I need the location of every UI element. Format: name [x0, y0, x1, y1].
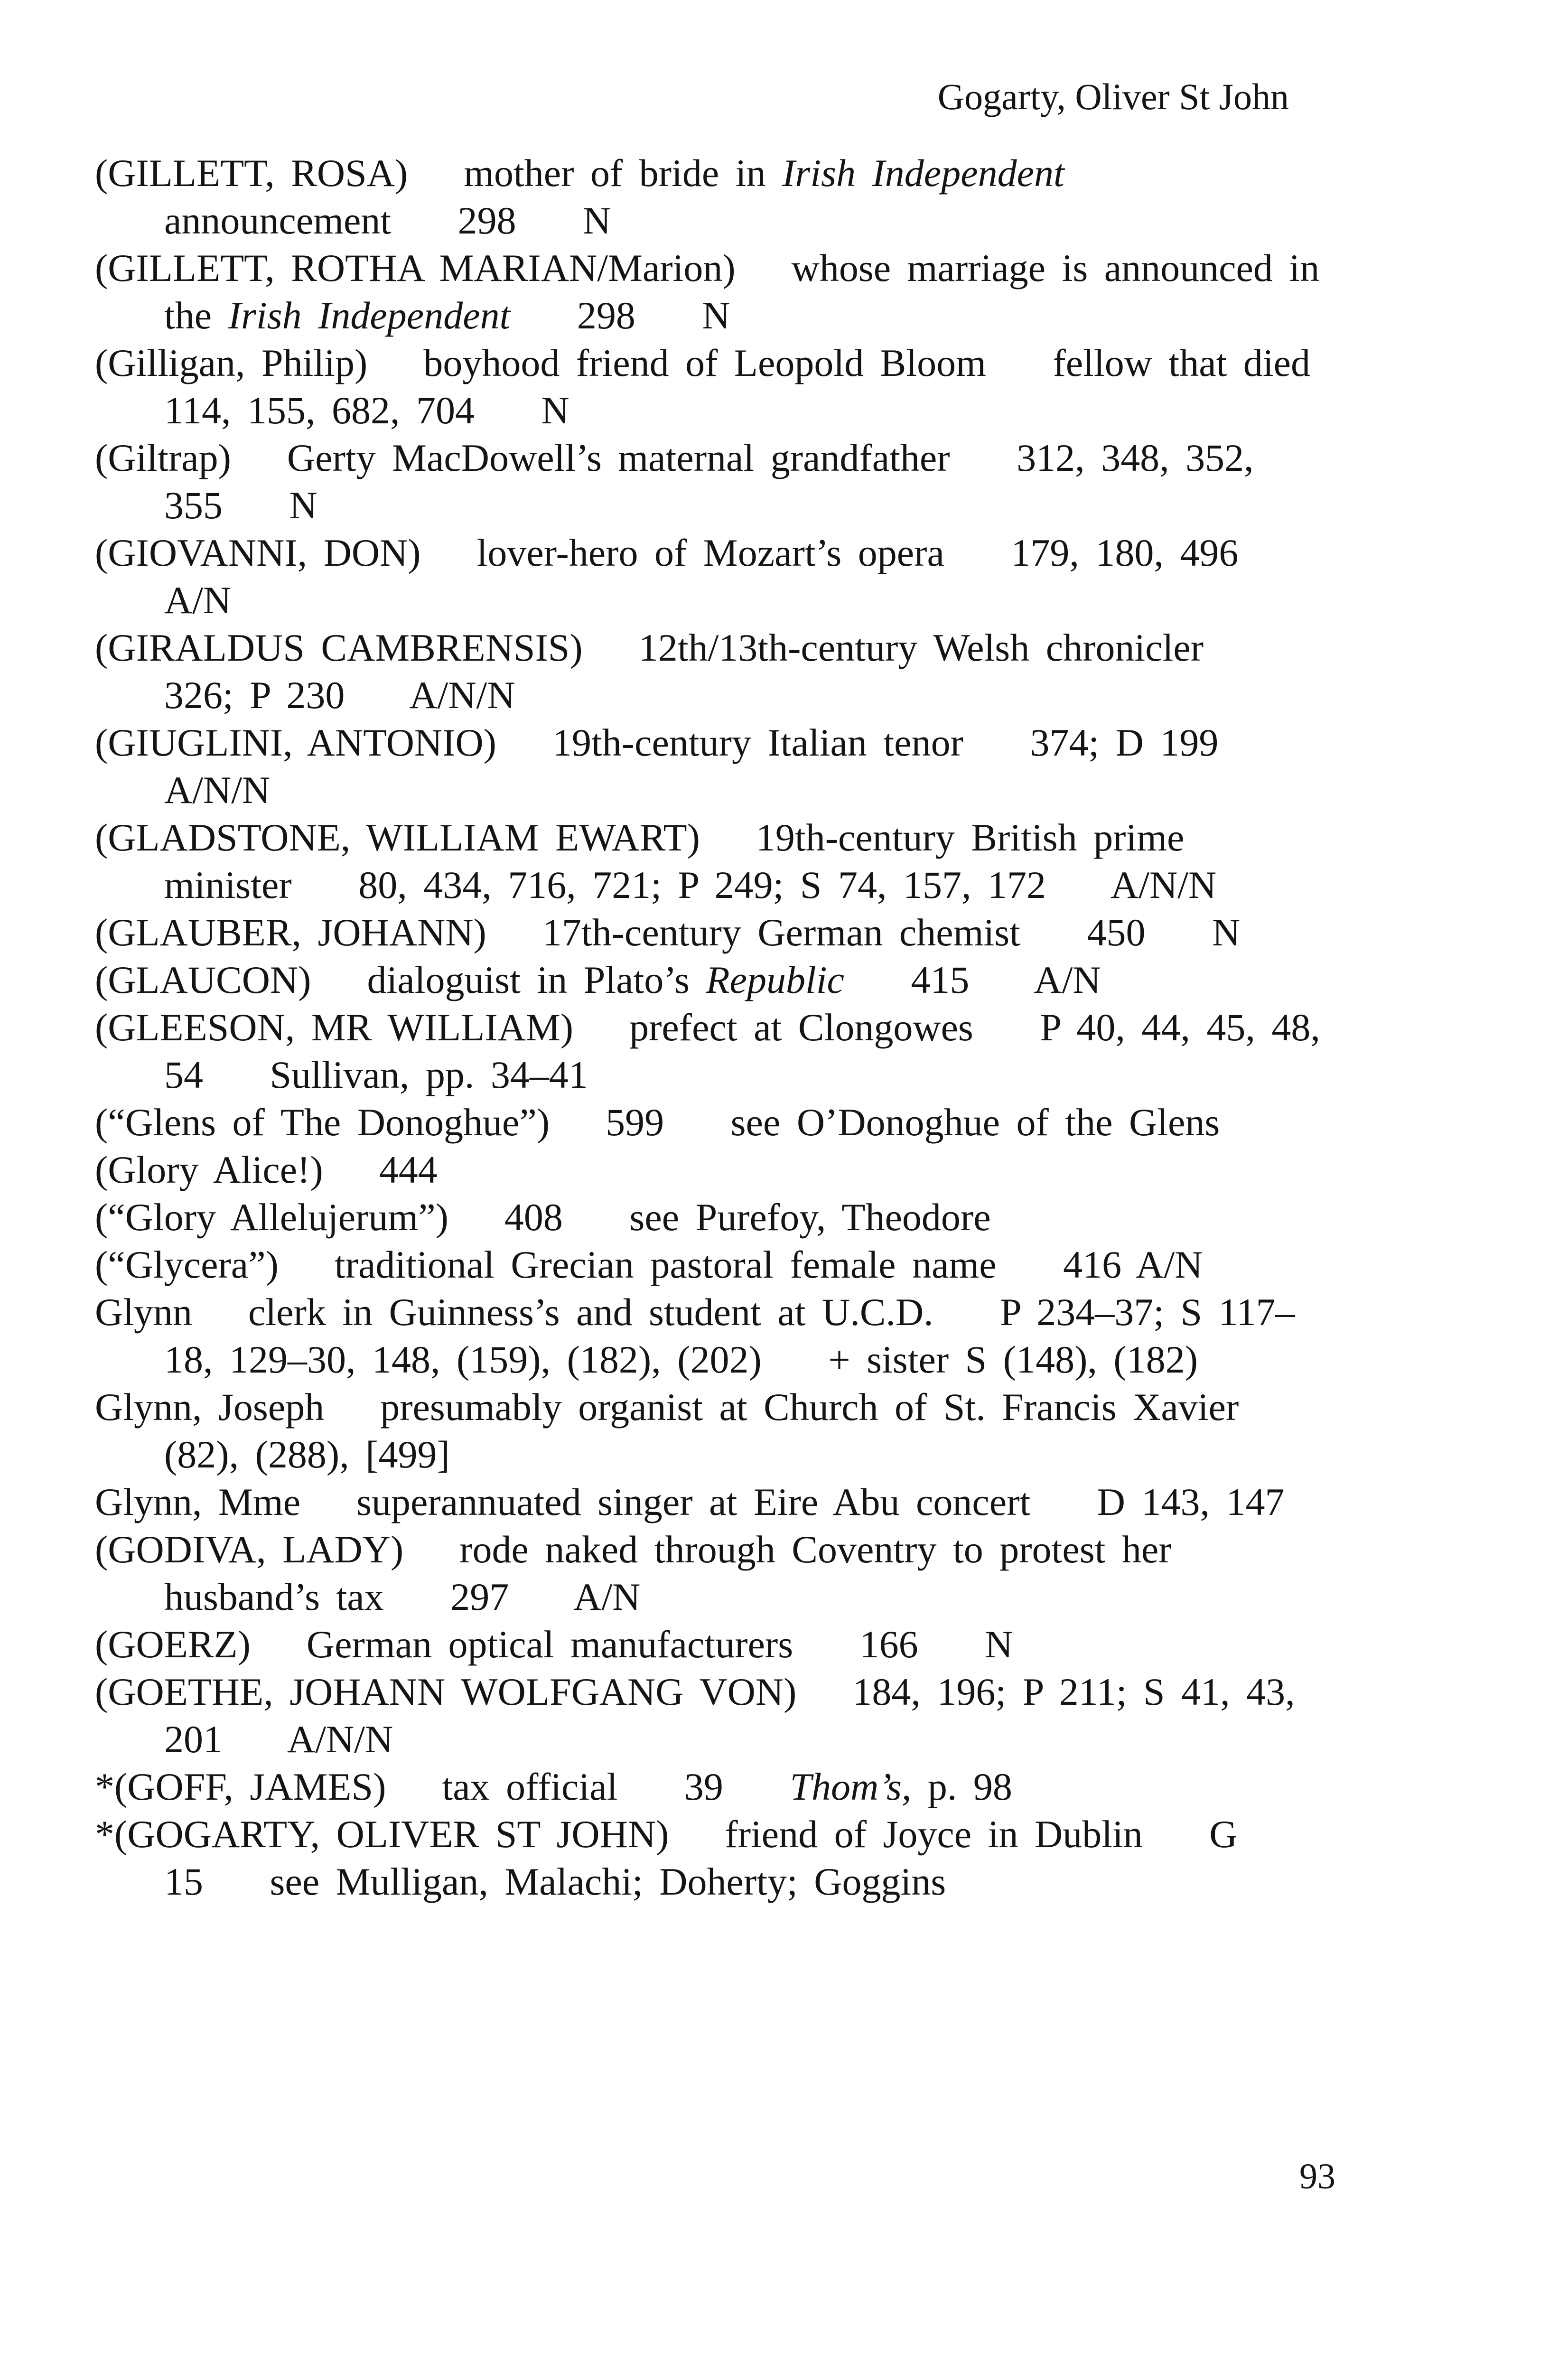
- index-entry: [95, 1526, 1329, 1621]
- index-entry: [95, 1478, 1329, 1526]
- entry-text: 12th/13th-century Welsh chronicler: [638, 626, 1204, 669]
- index-entry: [95, 719, 1329, 814]
- index-entry: [95, 339, 1329, 434]
- entry-text: 312, 348, 352, 355: [164, 436, 1254, 527]
- index-entries: [95, 149, 1329, 1906]
- entry-headword: (GIOVANNI, DON): [95, 531, 421, 574]
- index-entry: [95, 1668, 1329, 1763]
- entry-headword: (Gilligan, Philip): [95, 341, 368, 384]
- entry-text: A/N: [573, 1575, 641, 1618]
- page-number: 93: [1299, 2157, 1335, 2196]
- entry-text: 416 A/N: [1063, 1243, 1203, 1286]
- index-entry: [95, 149, 1329, 244]
- entry-headword: (GLAUCON): [95, 958, 311, 1001]
- entry-headword: Glynn, Mme: [95, 1480, 301, 1523]
- entry-text: A/N/N: [164, 768, 271, 812]
- entry-text: see Mulligan, Malachi; Doherty; Goggins: [270, 1860, 946, 1903]
- entry-text: A/N/N: [1110, 863, 1217, 906]
- entry-text: 298: [457, 199, 516, 242]
- entry-text: G 15: [164, 1812, 1238, 1903]
- entry-headword: (Glory Alice!): [95, 1148, 323, 1191]
- index-entry: [95, 1811, 1329, 1906]
- entry-headword: (GODIVA, LADY): [95, 1528, 404, 1571]
- entry-headword: *(GOFF, JAMES): [95, 1765, 386, 1808]
- entry-text: Irish Independent: [228, 294, 511, 337]
- entry-text: 80, 434, 716, 721; P 249; S 74, 157, 172: [358, 863, 1046, 906]
- entry-text: prefect at Clongowes: [629, 1006, 973, 1049]
- index-entry: [95, 434, 1329, 529]
- entry-text: + sister S (148), (182): [828, 1338, 1198, 1381]
- entry-text: whose marriage is announced in the: [164, 246, 1320, 337]
- index-entry: [95, 1194, 1329, 1241]
- entry-text: Thom’s,: [790, 1765, 912, 1808]
- entry-text: Sullivan, pp. 34–41: [270, 1053, 588, 1096]
- entry-headword: (GILLETT, ROSA): [95, 151, 408, 195]
- index-entry: [95, 1004, 1329, 1099]
- entry-text: superannuated singer at Eire Abu concert: [356, 1480, 1031, 1523]
- entry-text: see Purefoy, Theodore: [629, 1196, 991, 1239]
- index-entry: [95, 1289, 1329, 1383]
- entry-text: German optical manufacturers: [306, 1623, 793, 1666]
- index-entry: [95, 529, 1329, 624]
- entry-text: 408: [504, 1196, 563, 1239]
- entry-text: Republic: [706, 958, 844, 1001]
- entry-text: rode naked through Coventry to protest her husband’s tax: [164, 1528, 1172, 1618]
- index-entry: [95, 624, 1329, 719]
- entry-headword: (GIRALDUS CAMBRENSIS): [95, 626, 583, 669]
- entry-text: A/N/N: [287, 1718, 393, 1761]
- index-entry: [95, 1146, 1329, 1194]
- entry-text: 415: [911, 958, 970, 1001]
- entry-headword: (GIUGLINI, ANTONIO): [95, 721, 496, 764]
- entry-headword: (“Glory Allelujerum”): [95, 1196, 448, 1239]
- entry-headword: Glynn, Joseph: [95, 1385, 325, 1429]
- entry-text: lover-hero of Mozart’s opera: [476, 531, 944, 574]
- entry-text: tax official: [442, 1765, 618, 1808]
- entry-text: N: [289, 484, 317, 527]
- entry-text: dialoguist in Plato’s: [367, 958, 706, 1001]
- index-entry: [95, 1383, 1329, 1478]
- entry-text: 166: [859, 1623, 918, 1666]
- entry-text: 17th-century German chemist: [542, 911, 1020, 954]
- entry-text: 19th-century British prime minister: [164, 816, 1185, 906]
- entry-text: 326; P 230: [164, 673, 345, 717]
- entry-text: Gerty MacDowell’s maternal grandfather: [287, 436, 950, 479]
- running-head: Gogarty, Oliver St John: [937, 76, 1289, 117]
- entry-text: 374; D 199: [1030, 721, 1219, 764]
- entry-text: N: [702, 294, 730, 337]
- entry-text: clerk in Guinness’s and student at U.C.D.: [248, 1290, 933, 1334]
- entry-text: 599: [606, 1101, 664, 1144]
- entry-headword: (GLEESON, MR WILLIAM): [95, 1006, 574, 1049]
- entry-text: Irish Independent: [782, 151, 1064, 195]
- entry-headword: (GLADSTONE, WILLIAM EWART): [95, 816, 700, 859]
- entry-text: see O’Donoghue of the Glens: [730, 1101, 1220, 1144]
- index-entry: [95, 1763, 1329, 1811]
- entry-text: A/N: [1034, 958, 1101, 1001]
- entry-headword: Glynn: [95, 1290, 192, 1334]
- entry-text: N: [1212, 911, 1241, 954]
- index-entry: [95, 1099, 1329, 1146]
- entry-text: D 143, 147: [1097, 1480, 1285, 1523]
- entry-text: 184, 196; P 211; S 41, 43, 201: [164, 1670, 1295, 1761]
- entry-text: 298: [577, 294, 635, 337]
- entry-text: fellow that died 114, 155, 682, 704: [164, 341, 1311, 432]
- entry-headword: (GLAUBER, JOHANN): [95, 911, 486, 954]
- index-entry: [95, 814, 1329, 909]
- entry-text: N: [541, 389, 569, 432]
- entry-text: A/N/N: [409, 673, 515, 717]
- entry-text: 39: [684, 1765, 723, 1808]
- entry-headword: (GILLETT, ROTHA MARIAN/Marion): [95, 246, 736, 290]
- entry-headword: (“Glycera”): [95, 1243, 279, 1286]
- index-entry: [95, 956, 1329, 1004]
- entry-text: announcement: [164, 199, 392, 242]
- entry-headword: (Giltrap): [95, 436, 231, 479]
- index-entry: [95, 1241, 1329, 1289]
- entry-text: (82), (288), [499]: [164, 1433, 450, 1476]
- entry-headword: (GOERZ): [95, 1623, 251, 1666]
- entry-text: A/N: [164, 579, 232, 622]
- entry-text: presumably organist at Church of St. Francis Xavier: [380, 1385, 1239, 1429]
- entry-text: p. 98: [911, 1765, 1012, 1808]
- entry-headword: (GOETHE, JOHANN WOLFGANG VON): [95, 1670, 797, 1713]
- entry-text: P 234–37; S 117–18, 129–30, 148, (159), (182), (202): [164, 1290, 1295, 1381]
- entry-headword: *(GOGARTY, OLIVER ST JOHN): [95, 1812, 669, 1856]
- entry-text: 297: [450, 1575, 509, 1618]
- entry-text: friend of Joyce in Dublin: [725, 1812, 1143, 1856]
- entry-text: boyhood friend of Leopold Bloom: [423, 341, 986, 384]
- entry-text: 19th-century Italian tenor: [552, 721, 963, 764]
- entry-text: 450: [1087, 911, 1146, 954]
- entry-text: N: [985, 1623, 1013, 1666]
- entry-headword: (“Glens of The Donoghue”): [95, 1101, 550, 1144]
- index-entry: [95, 244, 1329, 339]
- entry-text: 179, 180, 496: [1011, 531, 1239, 574]
- entry-text: P 40, 44, 45, 48, 54: [164, 1006, 1320, 1096]
- entry-text: mother of bride in: [464, 151, 783, 195]
- entry-text: 444: [379, 1148, 438, 1191]
- index-entry: [95, 1621, 1329, 1668]
- entry-text: traditional Grecian pastoral female name: [334, 1243, 997, 1286]
- index-entry: [95, 909, 1329, 956]
- entry-text: N: [583, 199, 611, 242]
